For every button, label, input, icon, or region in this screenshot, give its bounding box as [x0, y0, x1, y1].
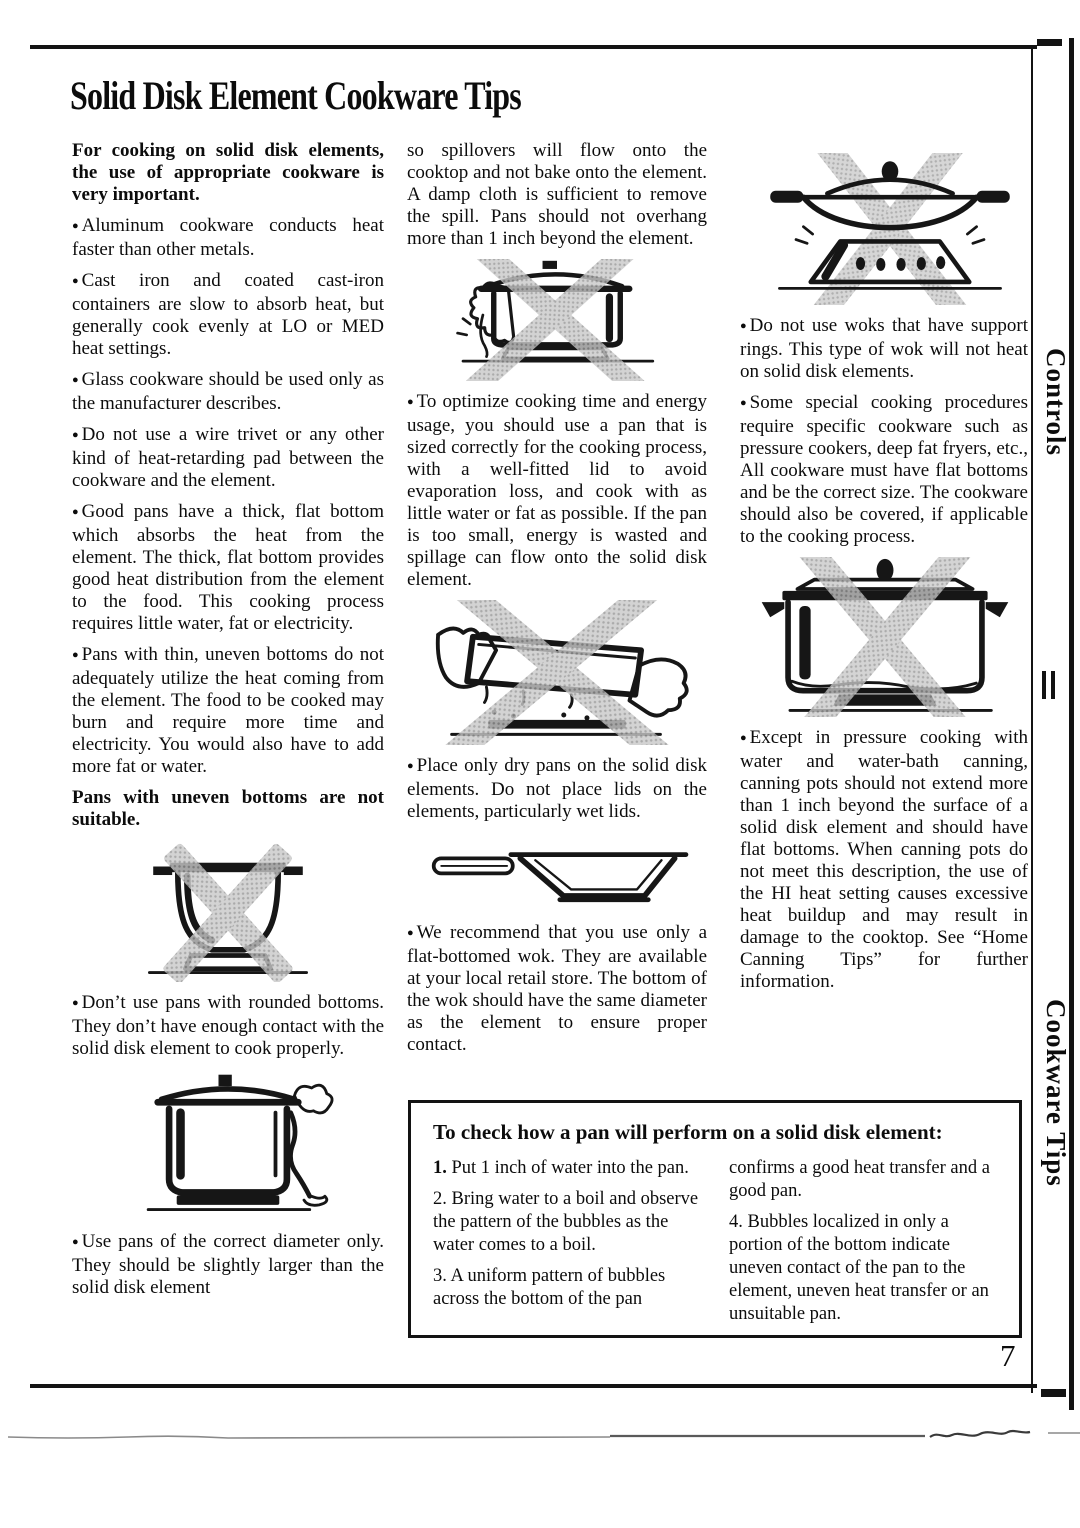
bullet-text: Aluminum cookware conducts heat faster than other metals.: [72, 215, 384, 260]
bullet-icon: ●: [72, 220, 79, 232]
bullet-text: Place only dry pans on the solid disk elements. Do not place lids on the elements, particularly wet lids.: [407, 755, 707, 822]
bullet-item: [72, 644, 384, 778]
page-title: Solid Disk Element Cookware Tips: [70, 73, 521, 118]
bullet-text: Don’t use pans with rounded bottoms. They don’t have enough contact with the solid disk element to cook properly.: [72, 992, 384, 1059]
bullet-item: [407, 755, 707, 823]
column-1: [72, 140, 384, 1308]
check-box-left-column: [433, 1157, 701, 1334]
column1-heading: For cooking on solid disk elements, the use of appropriate cookware is very important.: [72, 140, 384, 205]
bullet-icon: ●: [72, 1236, 79, 1248]
bullet-icon: ●: [740, 320, 747, 332]
bullet-item: [72, 992, 384, 1060]
tab-cookware-tips: Cookware Tips: [1041, 999, 1071, 1187]
bullet-item: [407, 391, 707, 591]
bullet-item: [72, 270, 384, 360]
bullet-item: [72, 369, 384, 415]
bullet-icon: ●: [407, 396, 414, 408]
bullet-text: Except in pressure cooking with water and water-bath canning, canning pots should not extend more than 1 inch beyond the surface of a solid disk element and should have flat bottoms. When canning pots do not meet this description, the use of the HI heat setting causes excessive heat buildup and may result in damage to the cooktop. See “Home Canning Tips” for further information.: [740, 727, 1028, 992]
check-box-right-column: [729, 1157, 997, 1334]
check-step-3: 3. A uniform pattern of bubbles across the bottom of the pan: [433, 1266, 666, 1309]
bullet-text: Do not use a wire trivet or any other kind of heat-retarding pad between the cookware and the element.: [72, 424, 384, 491]
bullet-item: [740, 392, 1028, 548]
bullet-item: [740, 315, 1028, 383]
crossed-canning-pot-illustration: [740, 557, 1030, 717]
bullet-text: Glass cookware should be used only as the manufacturer describes.: [72, 369, 384, 414]
corner-mark-bottom: [1041, 1389, 1066, 1397]
bullet-icon: ●: [72, 275, 79, 287]
bullet-icon: ●: [72, 997, 79, 1009]
bullet-item: [407, 922, 707, 1056]
bullet-text: Some special cooking procedures require specific cookware such as pressure cookers, deep fat fryers, etc., All cookware must have flat bottoms and be the correct size. The cookware should also be covered, if applicable to the cooking process.: [740, 392, 1028, 547]
check-step-4: 4. Bubbles localized in only a portion of the bottom indicate uneven contact of the pan to the element, uneven heat transfer or an unsuitable pan.: [729, 1212, 989, 1324]
tab-controls: Controls: [1041, 347, 1071, 456]
top-border-rule: [30, 45, 1037, 49]
page-number: 7: [1000, 1338, 1016, 1373]
bullet-icon: ●: [72, 649, 79, 661]
column1-subheading: Pans with uneven bottoms are not suitable.: [72, 787, 384, 830]
flat-bottom-wok-illustration: [412, 832, 702, 912]
bullet-item: [740, 727, 1028, 993]
corner-mark: [1037, 39, 1062, 46]
check-step-1: [433, 1157, 701, 1180]
bullet-item: [72, 215, 384, 261]
crossed-wet-pan-illustration: [412, 600, 702, 745]
step-number: 1.: [433, 1158, 447, 1178]
crossed-rounded-pot-illustration: [123, 840, 333, 982]
step-text: Put 1 inch of water into the pan.: [446, 1158, 689, 1178]
check-step-2: 2. Bring water to a boil and observe the pattern of the bubbles as the water comes to a boil.: [433, 1189, 699, 1255]
bullet-icon: ●: [407, 760, 414, 772]
bullet-text: Use pans of the correct diameter only. They should be slightly larger than the solid disk element: [72, 1231, 384, 1298]
binding-mark: [1042, 671, 1046, 699]
crossed-ring-wok-illustration: [740, 153, 1040, 305]
bottom-border-rule: [30, 1384, 1037, 1388]
check-step-3-continued: confirms a good heat transfer and a good pan.: [729, 1158, 990, 1201]
bullet-icon: ●: [407, 927, 414, 939]
boilover-pot-illustration: [118, 1069, 338, 1221]
bullet-item: [72, 1231, 384, 1299]
column-2: [407, 140, 707, 1065]
bullet-text: Good pans have a thick, flat bottom which absorbs the heat from the element. The thick, flat bottom provides good heat distribution from the element to the food. This cooking process requires little water, fat or electricity.: [72, 501, 384, 634]
crossed-spillover-pot-illustration: [437, 259, 677, 381]
scan-artifact-line: [0, 1424, 1080, 1454]
binding-mark: [1051, 671, 1055, 699]
bullet-text: Pans with thin, uneven bottoms do not adequately utilize the heat coming from the element. The food to be cooked may burn and require more time and electricity. You would also have to add more fat or water.: [72, 644, 384, 777]
column-3: [740, 148, 1028, 1002]
pan-check-box: [408, 1100, 1022, 1338]
bullet-icon: ●: [740, 732, 747, 744]
bullet-item: [72, 424, 384, 492]
bullet-icon: ●: [740, 397, 747, 409]
bullet-text: We recommend that you use only a flat-bottomed wok. They are available at your local retail store. The bottom of the wok should have the same diameter as the element to ensure proper contact.: [407, 922, 707, 1055]
check-box-heading: To check how a pan will perform on a solid disk element:: [433, 1120, 943, 1144]
bullet-text: Cast iron and coated cast-iron containers are slow to absorb heat, but generally cook evenly at LO or MED heat settings.: [72, 270, 384, 359]
bullet-icon: ●: [72, 429, 79, 441]
bullet-icon: ●: [72, 374, 79, 386]
bullet-text: Do not use woks that have support rings. This type of wok will not heat on solid disk elements.: [740, 315, 1028, 382]
bullet-item: [72, 501, 384, 635]
continuation-text: so spillovers will flow onto the cooktop and not bake onto the element. A damp cloth is sufficient to remove the spill. Pans should not overhang more than 1 inch beyond the element.: [407, 140, 707, 249]
bullet-text: To optimize cooking time and energy usage, you should use a pan that is sized correctly for the cooking process, with a well-fitted lid to avoid evaporation loss, and cook with as little water or fat as possible. If the pan is too small, energy is wasted and spillage can flow onto the solid disk element.: [407, 391, 707, 590]
bullet-icon: ●: [72, 506, 79, 518]
